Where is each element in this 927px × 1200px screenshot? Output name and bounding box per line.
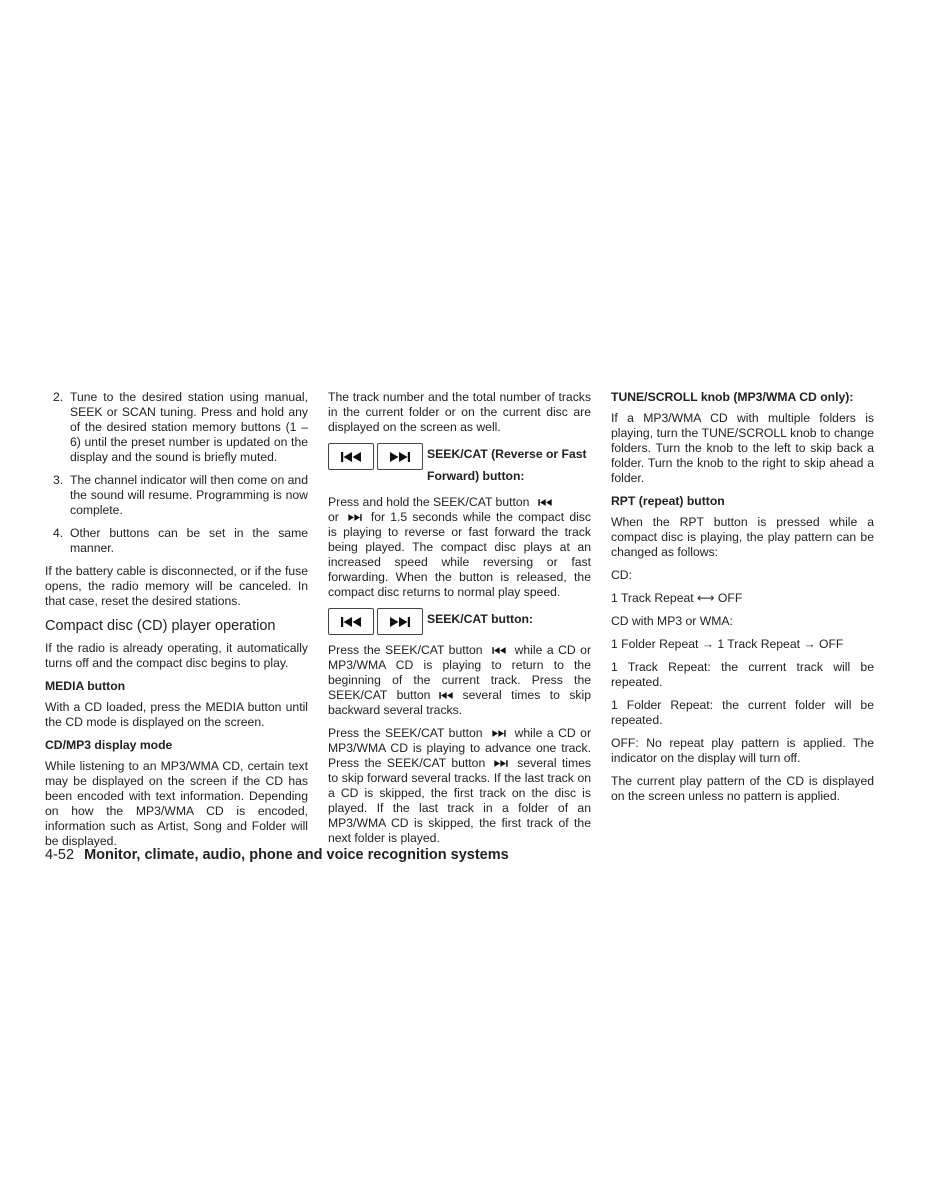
mp3-label: CD with MP3 or WMA: bbox=[611, 614, 733, 628]
cd-label: CD: bbox=[611, 568, 632, 582]
list-item bbox=[45, 390, 308, 465]
skip-back-icon bbox=[491, 646, 507, 655]
skip-back-icon bbox=[339, 451, 363, 463]
column-right bbox=[611, 390, 874, 812]
page-number: 4-52 bbox=[45, 847, 75, 863]
seek-forward-button bbox=[377, 608, 423, 635]
display-mode-paragraph: While listening to an MP3/WMA CD, certain text may be displayed on the screen if the CD has been encoded with text information. Depending on how the MP3/WMA CD is encoded, information such as Artist, Song and Folder will be displayed. bbox=[45, 759, 308, 848]
chapter-title: Monitor, climate, audio, phone and voice recognition systems bbox=[84, 847, 509, 863]
battery-paragraph: If the battery cable is disconnected, or if the fuse opens, the radio memory will be canceled. In that case, reset the desired stations. bbox=[45, 564, 308, 608]
seek-ff-text-3: for 1.5 seconds while the compact disc is playing to reverse or fast forward the track being played. The compact disc plays at an increased speed while reversing or fast forwarding. When the button is released, the compact disc returns to normal play speed. bbox=[328, 510, 591, 599]
tune-scroll-heading: TUNE/SCROLL knob (MP3/WMA CD only): bbox=[611, 390, 854, 404]
skip-forward-icon bbox=[347, 513, 363, 522]
skip-forward-icon bbox=[388, 616, 412, 628]
step-number: 2. bbox=[53, 390, 64, 404]
seek-back-text-3: several times to skip backward several tracks. bbox=[328, 688, 591, 717]
seek-heading-row bbox=[328, 608, 591, 635]
seek-fwd-text-1: Press the SEEK/CAT button bbox=[328, 726, 483, 740]
cd-pattern: 1 Track Repeat ⟷ OFF bbox=[611, 591, 743, 605]
seek-fwd-text-3: several times to skip forward several tracks. If the last track on a CD is skipped, the first track on the disc is played. If the last track in a folder of an MP3/WMA CD is skipped, the first track of the next folder is played. bbox=[328, 756, 592, 845]
seek-back-button bbox=[328, 608, 374, 635]
skip-back-icon bbox=[537, 498, 553, 507]
step-text: Other buttons can be set in the same manner. bbox=[70, 526, 308, 555]
skip-back-icon bbox=[339, 616, 363, 628]
tune-scroll-paragraph: If a MP3/WMA CD with multiple folders is playing, turn the TUNE/SCROLL knob to change folders. Turn the knob to the left to skip back a folder. Turn the knob to the right to skip ahead a folder. bbox=[611, 411, 874, 485]
folder-repeat-paragraph: 1 Folder Repeat: the current folder will be repeated. bbox=[611, 698, 874, 727]
step-text: The channel indicator will then come on and the sound will resume. Programming is now complete. bbox=[70, 473, 308, 517]
list-item bbox=[45, 526, 308, 556]
step-number: 3. bbox=[53, 473, 64, 487]
steps-list bbox=[45, 390, 308, 556]
track-intro-paragraph: The track number and the total number of tracks in the current folder or on the current disc are displayed on the screen as well. bbox=[328, 390, 591, 434]
seek-forward-button bbox=[377, 443, 423, 470]
skip-back-icon bbox=[438, 691, 454, 700]
seek-ff-heading: SEEK/CAT (Reverse or Fast Forward) button: bbox=[427, 447, 587, 483]
seek-ff-text-1: Press and hold the SEEK/CAT button bbox=[328, 495, 530, 509]
seek-back-paragraph bbox=[328, 643, 591, 718]
mp3-pattern: 1 Folder Repeat → 1 Track Repeat → OFF bbox=[611, 637, 844, 651]
seek-back-text-1: Press the SEEK/CAT button bbox=[328, 643, 483, 657]
seek-back-text-2: while a CD or MP3/WMA CD is playing to return to the beginning of the current track. Press the SEEK/CAT button bbox=[328, 643, 592, 702]
skip-forward-icon bbox=[388, 451, 412, 463]
column-left bbox=[45, 390, 308, 857]
rpt-heading: RPT (repeat) button bbox=[611, 494, 725, 508]
rpt-paragraph: When the RPT button is pressed while a compact disc is playing, the play pattern can be changed as follows: bbox=[611, 515, 874, 559]
off-paragraph: OFF: No repeat play pattern is applied. The indicator on the display will turn off. bbox=[611, 736, 874, 765]
step-number: 4. bbox=[53, 526, 64, 540]
seek-heading: SEEK/CAT button: bbox=[427, 612, 534, 626]
skip-forward-icon bbox=[491, 729, 507, 738]
seek-ff-paragraph bbox=[328, 495, 591, 600]
seek-ff-text-2: or bbox=[328, 510, 339, 524]
page-footer bbox=[45, 846, 509, 864]
skip-forward-icon bbox=[493, 759, 509, 768]
seek-forward-paragraph bbox=[328, 726, 591, 846]
seek-back-button bbox=[328, 443, 374, 470]
cd-section-heading: Compact disc (CD) player operation bbox=[45, 618, 276, 634]
current-pattern-paragraph: The current play pattern of the CD is displayed on the screen unless no pattern is applied. bbox=[611, 774, 874, 803]
media-button-heading: MEDIA button bbox=[45, 679, 126, 693]
cd-intro-paragraph: If the radio is already operating, it automatically turns off and the compact disc begins to play. bbox=[45, 641, 308, 670]
display-mode-heading: CD/MP3 display mode bbox=[45, 738, 173, 752]
column-middle bbox=[328, 390, 591, 854]
seek-button-pair bbox=[328, 443, 423, 470]
seek-button-pair bbox=[328, 608, 423, 635]
seek-fwd-text-2: while a CD or MP3/WMA CD is playing to advance one track. Press the SEEK/CAT button bbox=[328, 726, 592, 770]
seek-ff-heading-row bbox=[328, 443, 591, 487]
step-text: Tune to the desired station using manual, SEEK or SCAN tuning. Press and hold any of the desired station memory buttons (1 – 6) until the preset number is updated on the display and the sound is briefly muted. bbox=[70, 390, 308, 464]
track-repeat-paragraph: 1 Track Repeat: the current track will be repeated. bbox=[611, 660, 874, 689]
media-button-paragraph: With a CD loaded, press the MEDIA button until the CD mode is displayed on the screen. bbox=[45, 700, 308, 729]
list-item bbox=[45, 473, 308, 518]
